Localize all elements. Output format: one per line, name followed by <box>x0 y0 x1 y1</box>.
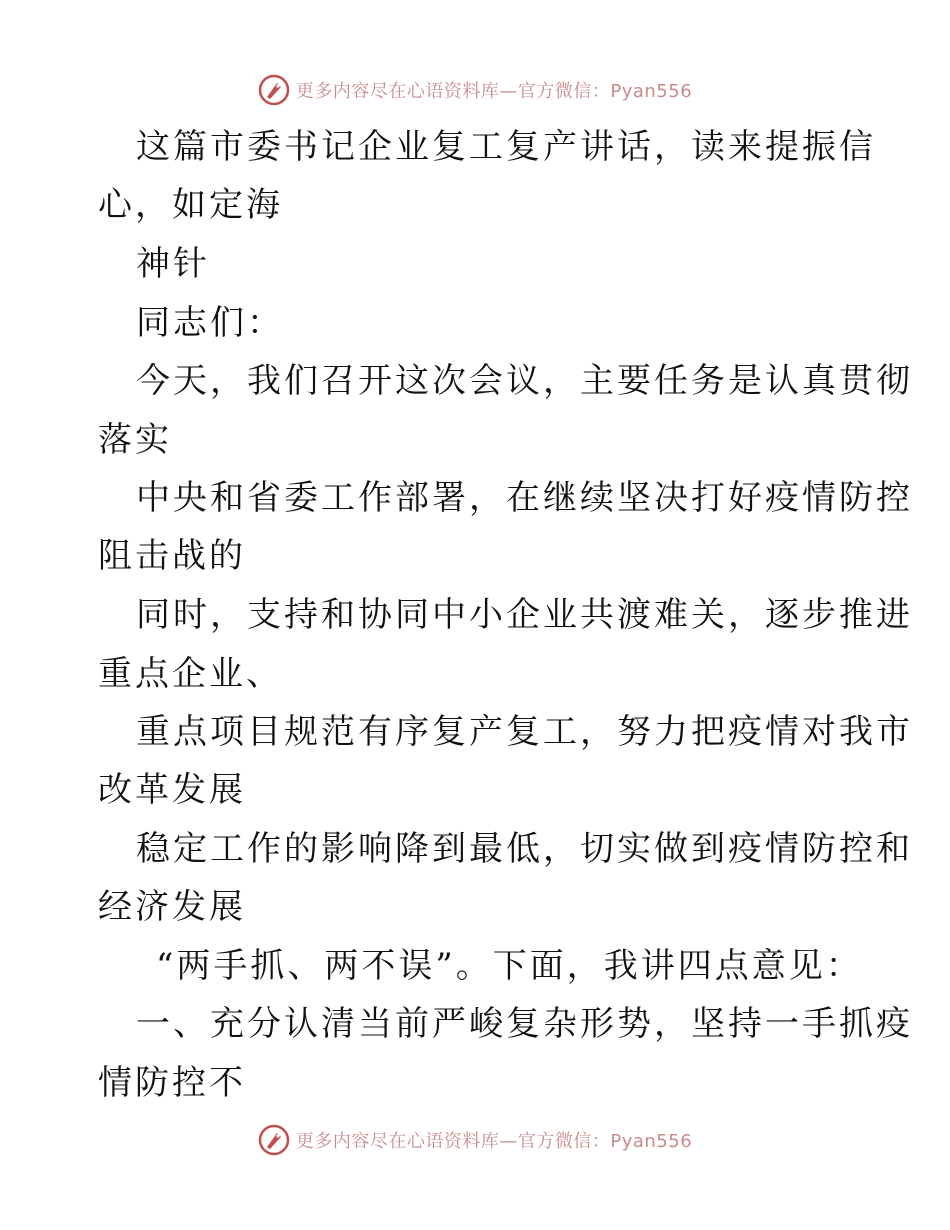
text-line: 同时，支持和协同中小企业共渡难关，逐步推进 <box>136 595 913 635</box>
text-line: 阻击战的 <box>98 536 246 576</box>
text-line: 情防控不 <box>98 1063 246 1103</box>
text-line: 重点项目规范有序复产复工，努力把疫情对我市 <box>136 712 913 752</box>
text-line: 改革发展 <box>98 770 246 810</box>
text-line: 稳定工作的影响降到最低，切实做到疫情防控和 <box>136 829 913 869</box>
text-line: 今天，我们召开这次会议，主要任务是认真贯彻 <box>136 361 913 401</box>
text-line: 神针 <box>136 244 210 284</box>
pen-nib-logo-icon <box>258 74 290 106</box>
watermark-text: 更多内容尽在心语资料库—官方微信：Pyan556 <box>295 81 693 102</box>
text-line: 同志们： <box>136 303 284 343</box>
text-line: 重点企业、 <box>98 654 283 694</box>
footer-watermark <box>0 1120 950 1160</box>
header-watermark <box>0 70 950 110</box>
text-line: 中央和省委工作部署，在继续坚决打好疫情防控 <box>136 478 913 518</box>
text-line: “两手抓、两不误”。下面，我讲四点意见： <box>156 946 863 986</box>
watermark-text: 更多内容尽在心语资料库—官方微信：Pyan556 <box>295 1131 693 1152</box>
text-line: 落实 <box>98 420 172 460</box>
pen-nib-logo-icon <box>258 1124 290 1156</box>
text-line: 经济发展 <box>98 887 246 927</box>
text-line: 一、充分认清当前严峻复杂形势，坚持一手抓疫 <box>136 1004 913 1044</box>
text-line: 心，如定海 <box>98 185 283 225</box>
text-line: 这篇市委书记企业复工复产讲话，读来提振信 <box>136 127 876 167</box>
